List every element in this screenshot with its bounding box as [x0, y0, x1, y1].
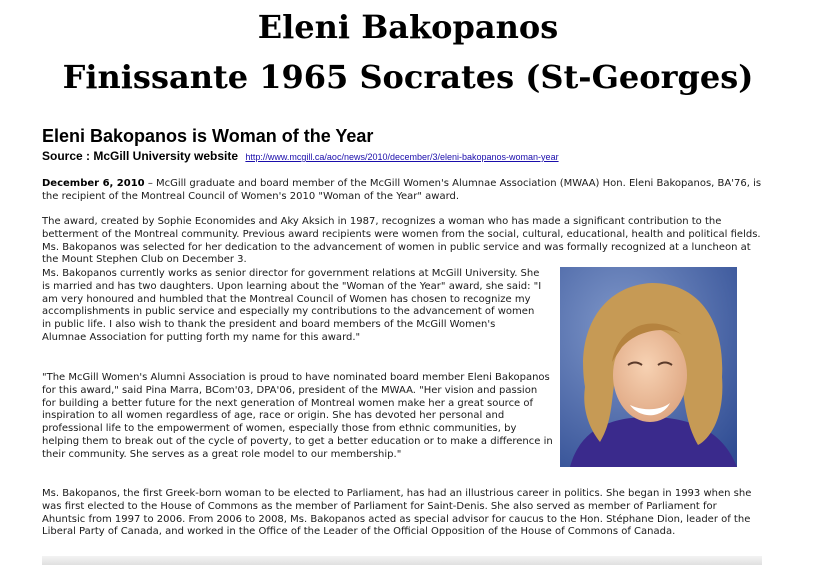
article-paragraph-4: "The McGill Women's Alumni Association is proud to have nominated board member Eleni Bakopanos for this award," said Pina Marra, BCom'03, DPA'06, president of the MWAA. "Her vision and passion for building a better future for the next generation of Montreal women make her a great source of inspiration to all women regardless of age, race or origin. She has devoted her personal and professional life to the empowerment of women, especially those from ethnic communities, by helping them to break out of the cycle of poverty, to get a better education or to make a difference in their community. She serves as a great role model to our membership." [42, 372, 553, 460]
article-paragraph-1 [42, 178, 762, 204]
page-title: Eleni Bakopanos [257, 8, 559, 46]
portrait-illustration [560, 267, 737, 467]
source-label: Source : McGill University website [42, 149, 239, 163]
article-paragraph-3: Ms. Bakopanos currently works as senior director for government relations at McGill University. She is married and has two daughters. Upon learning about the "Woman of the Year" award, she said: "I am very honoured and humbled that the Montreal Council of Women has chosen to recognize my accomplishments in public service and especially my contributions to the advancement of women in public life. I also wish to thank the president and board members of the McGill Women's Alumnae Association for putting forth my name for this award." [42, 268, 542, 343]
article-paragraph-2: The award, created by Sophie Economides and Aky Aksich in 1987, recognizes a woman who has made a significant contribution to the betterment of the Montreal community. Previous award recipients were women from the social, cultural, educational, health and political fields. Ms. Bakopanos was selected for her dedication to the advancement of women in public service and was formally recognized at a luncheon at the Mount Stephen Club on December 3. [42, 216, 761, 266]
page-cutoff [42, 556, 762, 565]
page-subtitle: Finissante 1965 Socrates (St-Georges) [62, 58, 754, 96]
paragraph-1-text: – McGill graduate and board member of the McGill Women's Alumnae Association (MWAA) Hon. Eleni Bakopanos, BA'76, is the recipient of the Montreal Council of Women's 2010 "Woman of the Year" award. [42, 178, 762, 202]
portrait-photo [560, 267, 737, 467]
source-link[interactable]: http://www.mcgill.ca/aoc/news/2010/december/3/eleni-bakopanos-woman-year [245, 152, 559, 162]
article-paragraph-5: Ms. Bakopanos, the first Greek-born woman to be elected to Parliament, has had an illustrious career in politics. She began in 1993 when she was first elected to the House of Commons as the member of Parliament for Saint-Denis. She also served as member of Parliament for Ahuntsic from 1997 to 2006. From 2006 to 2008, Ms. Bakopanos acted as special advisor for caucus to the Hon. Stéphane Dion, leader of the Liberal Party of Canada, and worked in the Office of the Leader of the Official Opposition of the House of Commons of Canada. [42, 488, 752, 538]
source-line [42, 149, 559, 163]
dateline: December 6, 2010 [42, 178, 145, 189]
article-headline: Eleni Bakopanos is Woman of the Year [42, 126, 374, 146]
